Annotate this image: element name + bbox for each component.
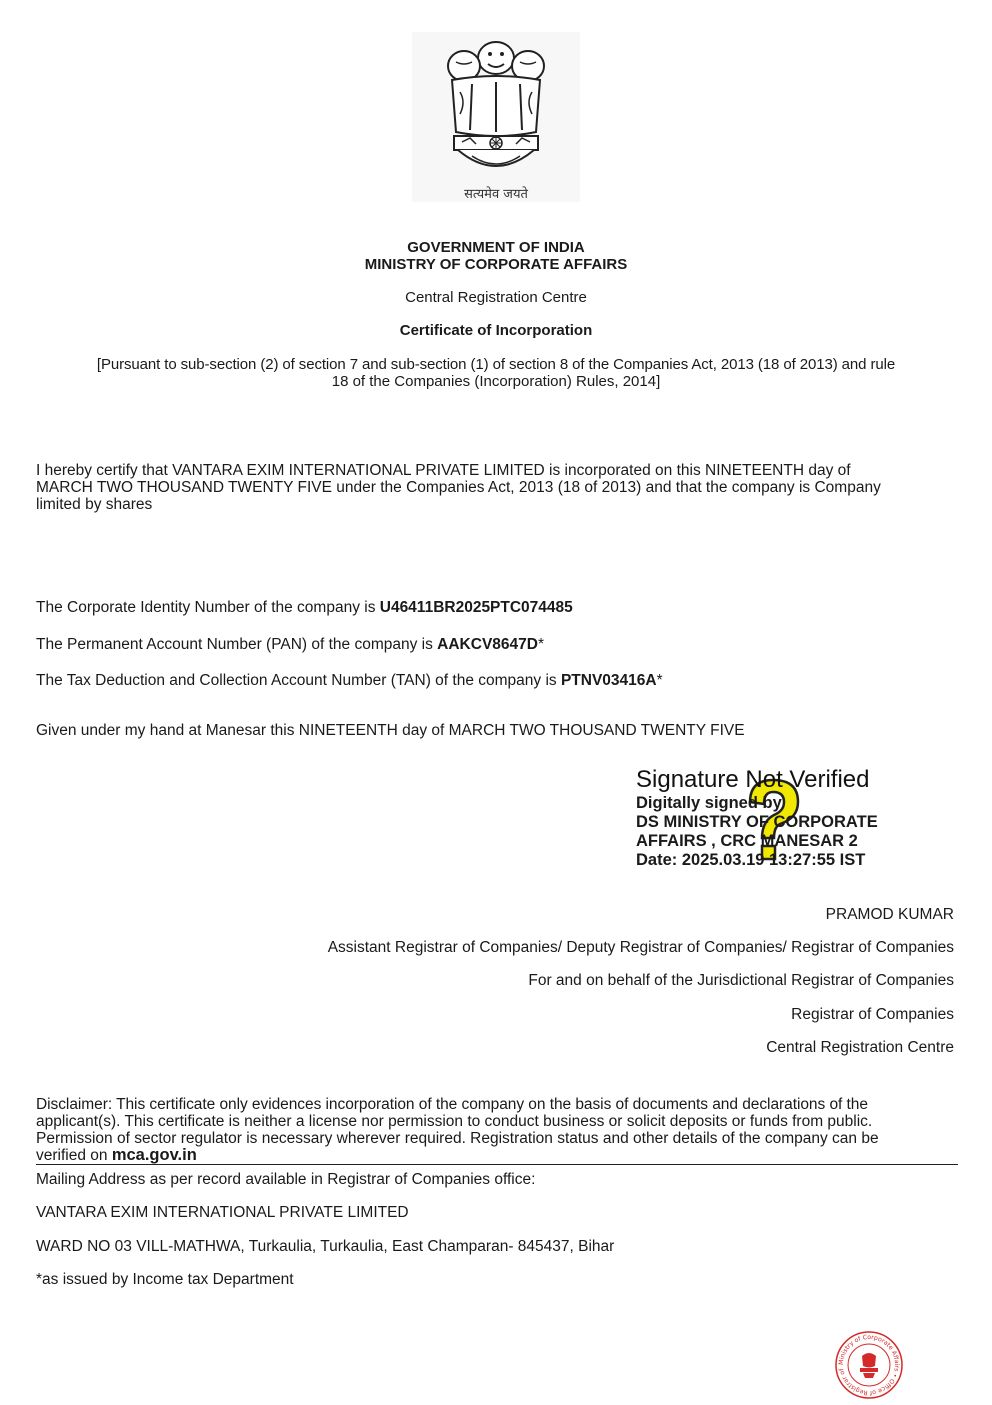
footnote: *as issued by Income tax Department [36,1271,294,1288]
pan-label: The Permanent Account Number (PAN) of the company is [36,636,438,653]
signature-line2: DS MINISTRY OF CORPORATE [636,813,878,831]
signatory-centre: Central Registration Centre [766,1039,954,1056]
mailing-company: VANTARA EXIM INTERNATIONAL PRIVATE LIMITED [36,1204,409,1221]
cin-label: The Corporate Identity Number of the company is [36,599,380,616]
certify-line1: I hereby certify that VANTARA EXIM INTERNATIONAL PRIVATE LIMITED is incorporated on this NINETEENTH day of [36,462,851,479]
tan-row [36,672,956,689]
certify-line2: MARCH TWO THOUSAND TWENTY FIVE under the Companies Act, 2013 (18 of 2013) and that the company is Company [36,479,881,496]
certificate-title: Certificate of Incorporation [399,322,593,339]
disclaimer-line1: Disclaimer: This certificate only evidences incorporation of the company on the basis of documents and declarations of the [36,1096,868,1113]
disclaimer-line2: applicant(s). This certificate is neither a license nor permission to conduct business or solicit deposits or funds from public. [36,1113,873,1130]
signature-line1: Digitally signed by [636,794,782,812]
pursuant-line2: 18 of the Companies (Incorporation) Rules, 2014] [331,373,661,390]
given-line: Given under my hand at Manesar this NINETEENTH day of MARCH TWO THOUSAND TWENTY FIVE [36,722,745,739]
cin-value: U46411BR2025PTC074485 [379,599,573,616]
signatory-registrar: Registrar of Companies [791,1006,954,1023]
centre-name: Central Registration Centre [405,289,587,306]
signatory-behalf: For and on behalf of the Jurisdictional Registrar of Companies [528,972,954,989]
divider [36,1164,958,1165]
cin-row [36,599,956,616]
digital-signature [636,766,936,870]
disclaimer-line4 [36,1147,956,1164]
national-emblem [412,32,580,202]
signature-line3: AFFAIRS , CRC MANESAR 2 [636,832,858,850]
pursuant-line1: [Pursuant to sub-section (2) of section 7 and sub-section (1) of section 8 of the Companies Act, 2013 (18 of 2013) and rule [96,356,896,373]
seal-ring-text: Ministry of Corporate Affairs • Office of Registrar of [837,1333,901,1397]
header-line2: MINISTRY OF CORPORATE AFFAIRS [364,256,628,273]
tan-label: The Tax Deduction and Collection Account Number (TAN) of the company is [36,672,561,689]
tan-asterisk: * [656,672,663,689]
mailing-address: WARD NO 03 VILL-MATHWA, Turkaulia, Turkaulia, East Champaran- 845437, Bihar [36,1238,615,1255]
disclaimer-line3: Permission of sector regulator is necessary wherever required. Registration status and other details of the company can be [36,1130,879,1147]
signature-line4: Date: 2025.03.19 13:27:55 IST [636,851,866,869]
header-line1: GOVERNMENT OF INDIA [407,239,585,256]
signatory-name: PRAMOD KUMAR [825,906,954,923]
mca-link[interactable]: mca.gov.in [111,1146,197,1164]
mailing-label: Mailing Address as per record available in Registrar of Companies office: [36,1171,536,1188]
pan-value: AAKCV8647D [437,636,538,653]
pan-row [36,636,956,653]
signature-status: Signature Not Verified [636,766,870,793]
certify-line3: limited by shares [36,496,153,513]
disclaimer-verify-text: verified on [36,1147,112,1164]
signatory-designation: Assistant Registrar of Companies/ Deputy Registrar of Companies/ Registrar of Companies [327,939,954,956]
tan-value: PTNV03416A [560,672,657,689]
pan-asterisk: * [537,636,545,653]
registrar-seal [834,1330,904,1400]
emblem-motto: सत्यमेव जयते [464,187,528,202]
